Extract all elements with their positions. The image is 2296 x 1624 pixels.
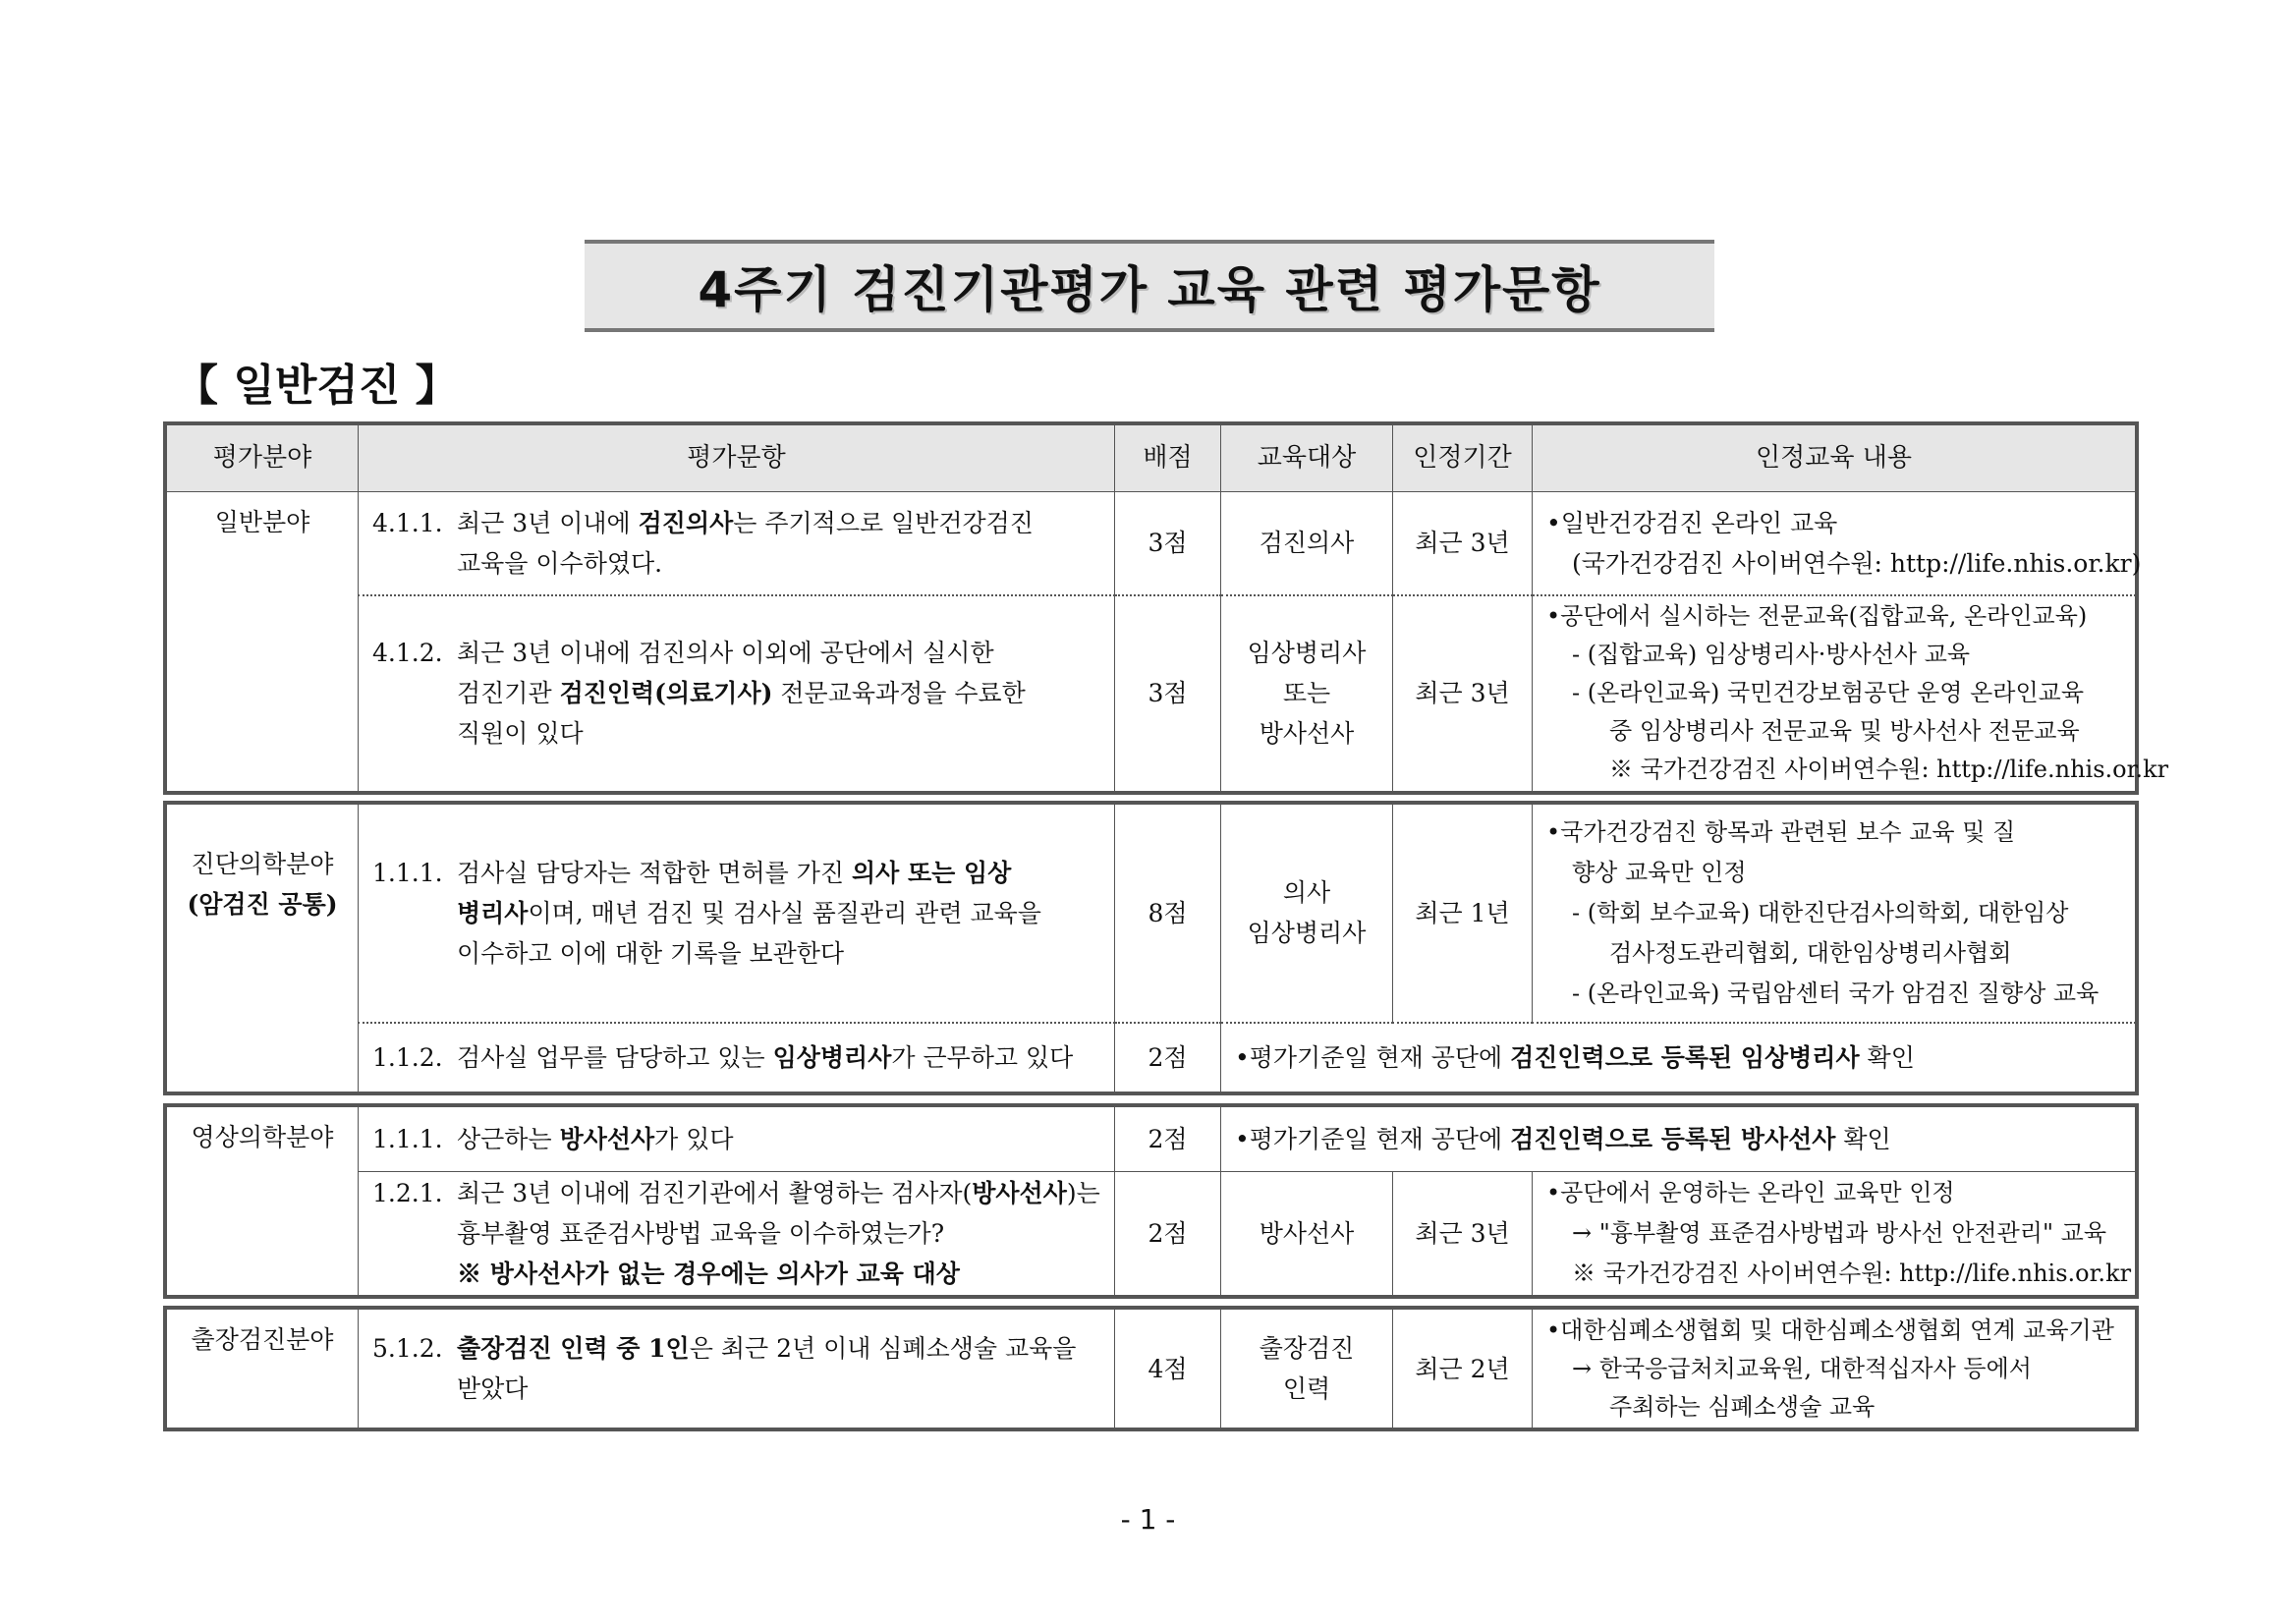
area-cell: [167, 805, 359, 1092]
period-cell: 최근 3년: [1393, 1172, 1533, 1296]
target-line: 출장검진: [1259, 1334, 1355, 1363]
period-cell: 최근 1년: [1393, 805, 1533, 1023]
content-line: •국가건강검진 항목과 관련된 보수 교육 및 질: [1546, 817, 2016, 846]
target-cell: 검진의사: [1221, 492, 1393, 595]
table-header-row: [167, 425, 2136, 492]
target-cell: [1221, 595, 1393, 792]
table-block-general: [163, 421, 2169, 795]
header-content: 인정교육 내용: [1533, 425, 2136, 492]
score-cell: 8점: [1115, 805, 1221, 1023]
content-cell: [1533, 595, 2169, 792]
item-emphasis: 출장검진 인력 중 1인: [457, 1334, 690, 1363]
table-row: [167, 595, 2136, 792]
item-text: 검진기관: [457, 679, 560, 708]
period-cell: 최근 3년: [1393, 492, 1533, 595]
item-text: 검사실 담당자는 적합한 면허를 가진: [457, 858, 852, 887]
table-row: [167, 1023, 2136, 1092]
item-emphasis: 병리사: [457, 898, 529, 927]
evaluation-table-mobile: [166, 1309, 2136, 1428]
content-line: (국가건강검진 사이버연수원: http://life.nhis.or.kr): [1572, 548, 2142, 578]
content-line: 주최하는 심폐소생술 교육: [1609, 1392, 1876, 1421]
content-cell: [1533, 1172, 2136, 1296]
header-item: 평가문항: [359, 425, 1115, 492]
content-cell: [1221, 1023, 2136, 1092]
item-text: )는: [1066, 1179, 1100, 1207]
content-line: - (온라인교육) 국민건강보험공단 운영 온라인교육: [1572, 679, 2085, 707]
content-emphasis: 검진인력으로 등록된 임상병리사: [1510, 1042, 1860, 1072]
section-title: 【 일반검진 】: [175, 361, 459, 411]
item-note: ※ 방사선사가 없는 경우에는 의사가 교육 대상: [457, 1260, 960, 1288]
content-line: ※ 국가건강검진 사이버연수원: http://life.nhis.or.kr: [1609, 756, 2169, 784]
page-number: - 1 -: [1120, 1503, 1176, 1536]
content-text: 확인: [1859, 1042, 1915, 1072]
content-line: 향상 교육만 인정: [1572, 858, 1747, 886]
content-text: 확인: [1835, 1125, 1891, 1153]
target-line: 방사선사: [1259, 719, 1355, 749]
content-line: •일반건강검진 온라인 교육: [1546, 508, 1838, 537]
evaluation-table-imaging: [166, 1106, 2136, 1296]
content-emphasis: 검진인력으로 등록된 방사선사: [1510, 1125, 1836, 1153]
item-text: 최근 3년 이내에 검진의사 이외에 공단에서 실시한: [457, 639, 994, 668]
item-cell: [359, 1107, 1115, 1172]
item-cell: [359, 805, 1115, 1023]
content-line: - (학회 보수교육) 대한진단검사의학회, 대한임상: [1572, 898, 2069, 926]
item-text: 이며, 매년 검진 및 검사실 품질관리 관련 교육을: [528, 898, 1041, 927]
content-cell: [1221, 1107, 2136, 1172]
content-text: •평가기준일 현재 공단에: [1235, 1042, 1511, 1072]
item-cell: [359, 595, 1115, 792]
content-line: 중 임상병리사 전문교육 및 방사선사 전문교육: [1609, 717, 2080, 746]
item-text: 가 근무하고 있다: [891, 1042, 1074, 1072]
item-text: 전문교육과정을 수료한: [772, 679, 1026, 708]
content-line: •대한심폐소생협회 및 대한심폐소생협회 연계 교육기관: [1546, 1316, 2114, 1344]
item-number: 1.1.1.: [372, 858, 443, 887]
period-cell: 최근 3년: [1393, 595, 1533, 792]
area-cell: 출장검진분야: [167, 1310, 359, 1428]
item-cell: [359, 1023, 1115, 1092]
item-text: 받았다: [457, 1374, 529, 1403]
content-text: •평가기준일 현재 공단에: [1235, 1125, 1511, 1153]
table-block-mobile: [163, 1306, 2139, 1431]
table-row: [167, 1172, 2136, 1296]
target-line: 의사: [1282, 878, 1331, 908]
table-row: [167, 805, 2136, 1023]
content-cell: [1533, 1310, 2136, 1428]
target-cell: [1221, 805, 1393, 1023]
content-line: •공단에서 운영하는 온라인 교육만 인정: [1546, 1179, 1955, 1206]
item-emphasis: 검진의사: [638, 508, 734, 537]
target-cell: 방사선사: [1221, 1172, 1393, 1296]
table-block-imaging: [163, 1103, 2139, 1299]
header-score: 배점: [1115, 425, 1221, 492]
item-cell: [359, 1172, 1115, 1296]
content-line: - (온라인교육) 국립암센터 국가 암검진 질향상 교육: [1572, 979, 2100, 1007]
target-line: 임상병리사: [1247, 919, 1367, 948]
score-cell: 2점: [1115, 1107, 1221, 1172]
content-line: 검사정도관리협회, 대한임상병리사협회: [1609, 938, 2012, 967]
item-number: 1.2.1.: [372, 1179, 443, 1207]
item-text: 최근 3년 이내에: [457, 508, 639, 537]
evaluation-table-general: [166, 424, 2169, 792]
target-line: 임상병리사: [1247, 639, 1367, 668]
item-number: 4.1.1.: [372, 508, 443, 537]
item-text: 직원이 있다: [457, 719, 584, 749]
item-text: 최근 3년 이내에 검진기관에서 촬영하는 검사자(: [457, 1179, 973, 1207]
item-number: 4.1.2.: [372, 639, 443, 668]
score-cell: 4점: [1115, 1310, 1221, 1428]
table-row: [167, 1107, 2136, 1172]
target-cell: [1221, 1310, 1393, 1428]
content-line: - (집합교육) 임상병리사·방사선사 교육: [1572, 641, 1971, 669]
header-target: 교육대상: [1221, 425, 1393, 492]
table-block-diagnostic: [163, 801, 2139, 1095]
score-cell: 3점: [1115, 492, 1221, 595]
target-line: 인력: [1282, 1374, 1331, 1403]
item-number: 1.1.1.: [372, 1125, 443, 1153]
item-text: 상근하는: [457, 1125, 560, 1153]
item-text: 가 있다: [654, 1125, 734, 1153]
table-row: [167, 492, 2136, 595]
content-line: → 한국응급처치교육원, 대한적십자사 등에서: [1572, 1354, 2032, 1382]
page-title: 4주기 검진기관평가 교육 관련 평가문항: [698, 261, 1601, 318]
item-text: 는 주기적으로 일반건강검진: [733, 508, 1034, 537]
item-emphasis: 의사 또는 임상: [852, 858, 1012, 887]
item-text: 은 최근 2년 이내 심폐소생술 교육을: [689, 1334, 1077, 1363]
content-line: •공단에서 실시하는 전문교육(집합교육, 온라인교육): [1546, 602, 2088, 631]
item-emphasis: 방사선사: [972, 1179, 1067, 1207]
item-cell: [359, 492, 1115, 595]
area-cell: 영상의학분야: [167, 1107, 359, 1296]
content-line: ※ 국가건강검진 사이버연수원: http://life.nhis.or.kr: [1572, 1260, 2132, 1287]
item-text: 교육을 이수하였다.: [457, 548, 663, 578]
score-cell: 2점: [1115, 1172, 1221, 1296]
area-line: 진단의학분야: [191, 850, 334, 878]
item-number: 1.1.2.: [372, 1042, 443, 1072]
header-period: 인정기간: [1393, 425, 1533, 492]
item-emphasis: 임상병리사: [772, 1042, 892, 1072]
area-cell: 일반분야: [167, 492, 359, 792]
item-text: 검사실 업무를 담당하고 있는: [457, 1042, 773, 1072]
item-text: 이수하고 이에 대한 기록을 보관한다: [457, 938, 845, 968]
item-emphasis: 검진인력(의료기사): [559, 679, 773, 708]
page-title-box: [585, 240, 1714, 332]
header-area: 평가분야: [167, 425, 359, 492]
item-cell: [359, 1310, 1115, 1428]
target-line: 또는: [1282, 679, 1331, 708]
item-text: 흉부촬영 표준검사방법 교육을 이수하였는가?: [457, 1219, 945, 1248]
evaluation-table-diagnostic: [166, 804, 2136, 1092]
content-line: → "흉부촬영 표준검사방법과 방사선 안전관리" 교육: [1572, 1219, 2107, 1247]
content-cell: [1533, 805, 2136, 1023]
item-emphasis: 방사선사: [559, 1125, 655, 1153]
item-number: 5.1.2.: [372, 1334, 443, 1363]
table-row: [167, 1310, 2136, 1428]
score-cell: 2점: [1115, 1023, 1221, 1092]
content-cell: [1533, 492, 2142, 595]
period-cell: 최근 2년: [1393, 1310, 1533, 1428]
score-cell: 3점: [1115, 595, 1221, 792]
area-line: (암검진 공통): [187, 890, 338, 919]
